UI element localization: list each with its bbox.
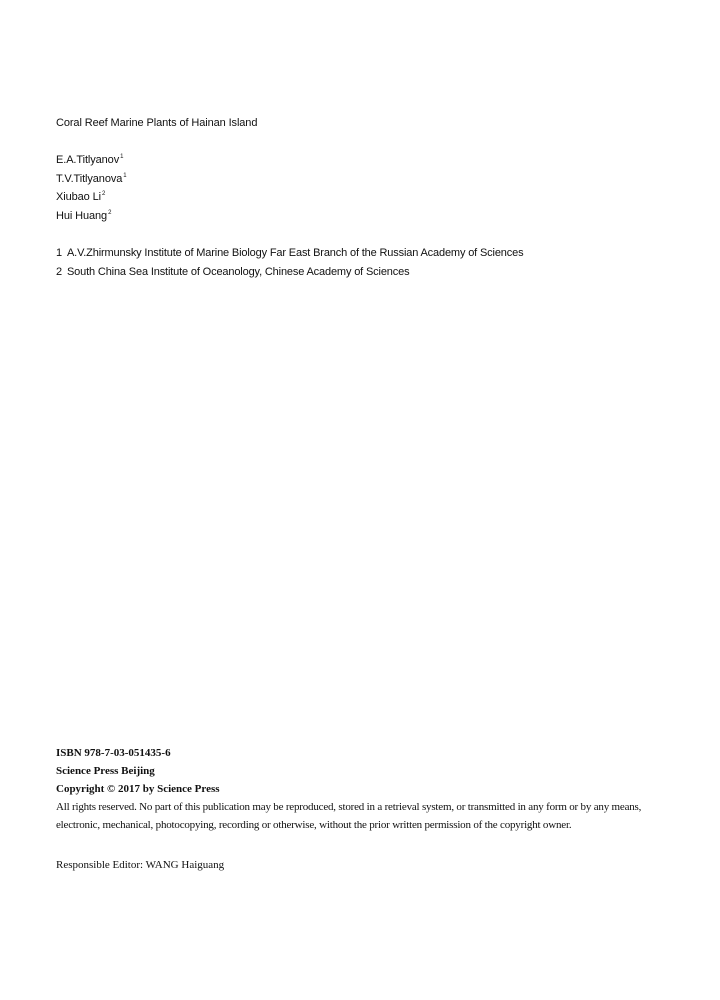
book-title: Coral Reef Marine Plants of Hainan Island <box>56 117 258 129</box>
author-item <box>56 172 356 191</box>
affiliation-item <box>56 265 696 284</box>
author-name: T.V.Titlyanova <box>56 172 123 185</box>
copyright-notice: Copyright © 2017 by Science Press <box>56 783 220 795</box>
author-affiliation-marker: 2 <box>101 191 106 197</box>
rights-statement: All rights reserved. No part of this publication may be reproduced, stored in a retrieval system, or transmitted in any form or by any means, electronic, mechanical, photocopying, recording or otherwise, without the prior written permission of the copyright owner. <box>56 801 642 831</box>
isbn: ISBN 978-7-03-051435-6 <box>56 747 171 759</box>
publication-info <box>56 746 656 834</box>
author-affiliation-marker: 2 <box>108 209 112 216</box>
affiliation-item <box>56 246 696 265</box>
author-item <box>56 190 356 209</box>
author-item <box>56 209 356 228</box>
affiliation-list <box>56 246 696 283</box>
affiliation-text: A.V.Zhirmunsky Institute of Marine Biology Far East Branch of the Russian Academy of Sciences <box>67 247 524 259</box>
author-list <box>56 153 356 227</box>
publisher: Science Press Beijing <box>56 765 155 777</box>
author-name: E.A.Titlyanov <box>56 154 120 166</box>
author-affiliation-marker: 1 <box>123 172 127 179</box>
responsible-editor: Responsible Editor: WANG Haiguang <box>56 859 225 871</box>
affiliation-number: 1 <box>56 247 62 259</box>
author-name: Hui Huang <box>56 209 108 222</box>
affiliation-text: South China Sea Institute of Oceanology, Chinese Academy of Sciences <box>67 265 410 278</box>
author-item <box>56 153 356 172</box>
affiliation-number: 2 <box>56 265 62 278</box>
author-affiliation-marker: 1 <box>120 154 124 160</box>
author-name: Xiubao Li <box>56 191 101 203</box>
